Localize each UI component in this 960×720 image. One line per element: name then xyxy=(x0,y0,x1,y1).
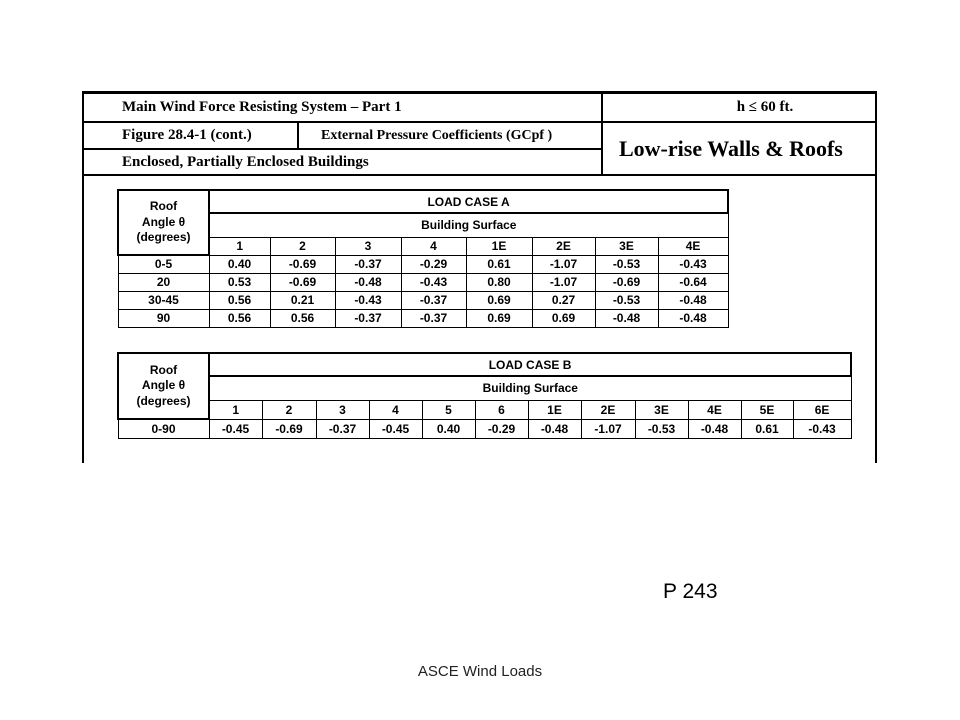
column-header: 4E xyxy=(688,400,741,419)
page-number: P 243 xyxy=(663,580,718,603)
column-header: 4 xyxy=(401,237,466,255)
roof-label-1: Roof xyxy=(149,362,178,377)
table-cell: -0.37 xyxy=(335,255,401,273)
column-header: 3 xyxy=(335,237,401,255)
column-header: 3E xyxy=(595,237,658,255)
table-cell: -0.48 xyxy=(335,273,401,291)
table-cell: -0.53 xyxy=(595,255,658,273)
row-angle: 90 xyxy=(118,309,209,327)
row-angle: 0-5 xyxy=(118,255,209,273)
table-cell: -0.48 xyxy=(658,291,728,309)
table-cell: -0.37 xyxy=(401,309,466,327)
table-cell: -0.37 xyxy=(335,309,401,327)
table-cell: 0.40 xyxy=(422,419,475,438)
coefficients-title: External Pressure Coefficients (GCpf ) xyxy=(299,123,603,150)
table-cell: 0.56 xyxy=(209,309,270,327)
table-cell: -0.45 xyxy=(369,419,422,438)
table-cell: -0.48 xyxy=(688,419,741,438)
column-header: 5 xyxy=(422,400,475,419)
table-cell: -0.43 xyxy=(658,255,728,273)
table-cell: 0.69 xyxy=(466,291,532,309)
load-case-a-table xyxy=(117,189,729,328)
load-case-b-table xyxy=(117,352,852,439)
table-cell: 0.61 xyxy=(741,419,793,438)
table-cell: -0.29 xyxy=(401,255,466,273)
column-header: 1 xyxy=(209,400,262,419)
table-cell: -0.48 xyxy=(658,309,728,327)
table-cell: -1.07 xyxy=(532,273,595,291)
table-row xyxy=(118,273,728,291)
table-cell: -1.07 xyxy=(532,255,595,273)
column-header: 2 xyxy=(262,400,316,419)
column-header: 3E xyxy=(635,400,688,419)
table-row xyxy=(118,291,728,309)
column-header: 4 xyxy=(369,400,422,419)
column-header: 5E xyxy=(741,400,793,419)
table-cell: -0.69 xyxy=(270,255,335,273)
table-cell: -0.48 xyxy=(528,419,581,438)
table-cell: -1.07 xyxy=(581,419,635,438)
table-cell: -0.69 xyxy=(595,273,658,291)
table-cell: 0.80 xyxy=(466,273,532,291)
roof-angle-header xyxy=(118,190,209,255)
main-title: Main Wind Force Resisting System – Part 1 xyxy=(84,94,603,123)
figure-header xyxy=(84,94,875,176)
table-row xyxy=(118,255,728,273)
figure-label: Figure 28.4-1 (cont.) xyxy=(84,123,299,150)
roof-label-1: Roof xyxy=(149,199,178,214)
roof-label-3: (degrees) xyxy=(136,230,191,245)
enclosure-label: Enclosed, Partially Enclosed Buildings xyxy=(84,150,603,176)
table-cell: -0.43 xyxy=(335,291,401,309)
column-header: 2E xyxy=(532,237,595,255)
table-cell: -0.43 xyxy=(401,273,466,291)
roof-label-3: (degrees) xyxy=(136,393,191,408)
table-cell: -0.37 xyxy=(316,419,369,438)
building-surface-label: Building Surface xyxy=(209,213,728,237)
column-header: 3 xyxy=(316,400,369,419)
table-cell: -0.53 xyxy=(595,291,658,309)
table-cell: -0.64 xyxy=(658,273,728,291)
row-angle: 0-90 xyxy=(118,419,209,438)
table-cell: 0.21 xyxy=(270,291,335,309)
table-cell: -0.48 xyxy=(595,309,658,327)
table-row xyxy=(118,419,851,438)
table-cell: 0.61 xyxy=(466,255,532,273)
load-case-title: LOAD CASE B xyxy=(209,353,851,376)
column-header: 1E xyxy=(528,400,581,419)
row-angle: 20 xyxy=(118,273,209,291)
table-cell: -0.37 xyxy=(401,291,466,309)
column-header: 1E xyxy=(466,237,532,255)
row-angle: 30-45 xyxy=(118,291,209,309)
roof-label-2: Angle θ xyxy=(141,378,186,393)
roof-label-2: Angle θ xyxy=(141,214,186,229)
column-header: 2 xyxy=(270,237,335,255)
table-cell: -0.29 xyxy=(475,419,528,438)
roof-angle-header xyxy=(118,353,209,419)
table-cell: -0.69 xyxy=(270,273,335,291)
table-cell: 0.40 xyxy=(209,255,270,273)
building-surface-label: Building Surface xyxy=(209,376,851,400)
column-header: 6 xyxy=(475,400,528,419)
load-case-title: LOAD CASE A xyxy=(209,190,728,213)
table-cell: 0.53 xyxy=(209,273,270,291)
table-cell: -0.45 xyxy=(209,419,262,438)
table-cell: -0.69 xyxy=(262,419,316,438)
column-header: 2E xyxy=(581,400,635,419)
column-header: 4E xyxy=(658,237,728,255)
footer-text: ASCE Wind Loads xyxy=(417,663,543,680)
height-limit: h ≤ 60 ft. xyxy=(603,94,877,123)
table-cell: -0.53 xyxy=(635,419,688,438)
table-cell: 0.27 xyxy=(532,291,595,309)
table-cell: 0.56 xyxy=(270,309,335,327)
column-header: 1 xyxy=(209,237,270,255)
table-cell: 0.69 xyxy=(532,309,595,327)
table-cell: 0.69 xyxy=(466,309,532,327)
table-cell: 0.56 xyxy=(209,291,270,309)
column-header: 6E xyxy=(793,400,851,419)
table-cell: -0.43 xyxy=(793,419,851,438)
section-title: Low-rise Walls & Roofs xyxy=(603,123,877,176)
table-row xyxy=(118,309,728,327)
